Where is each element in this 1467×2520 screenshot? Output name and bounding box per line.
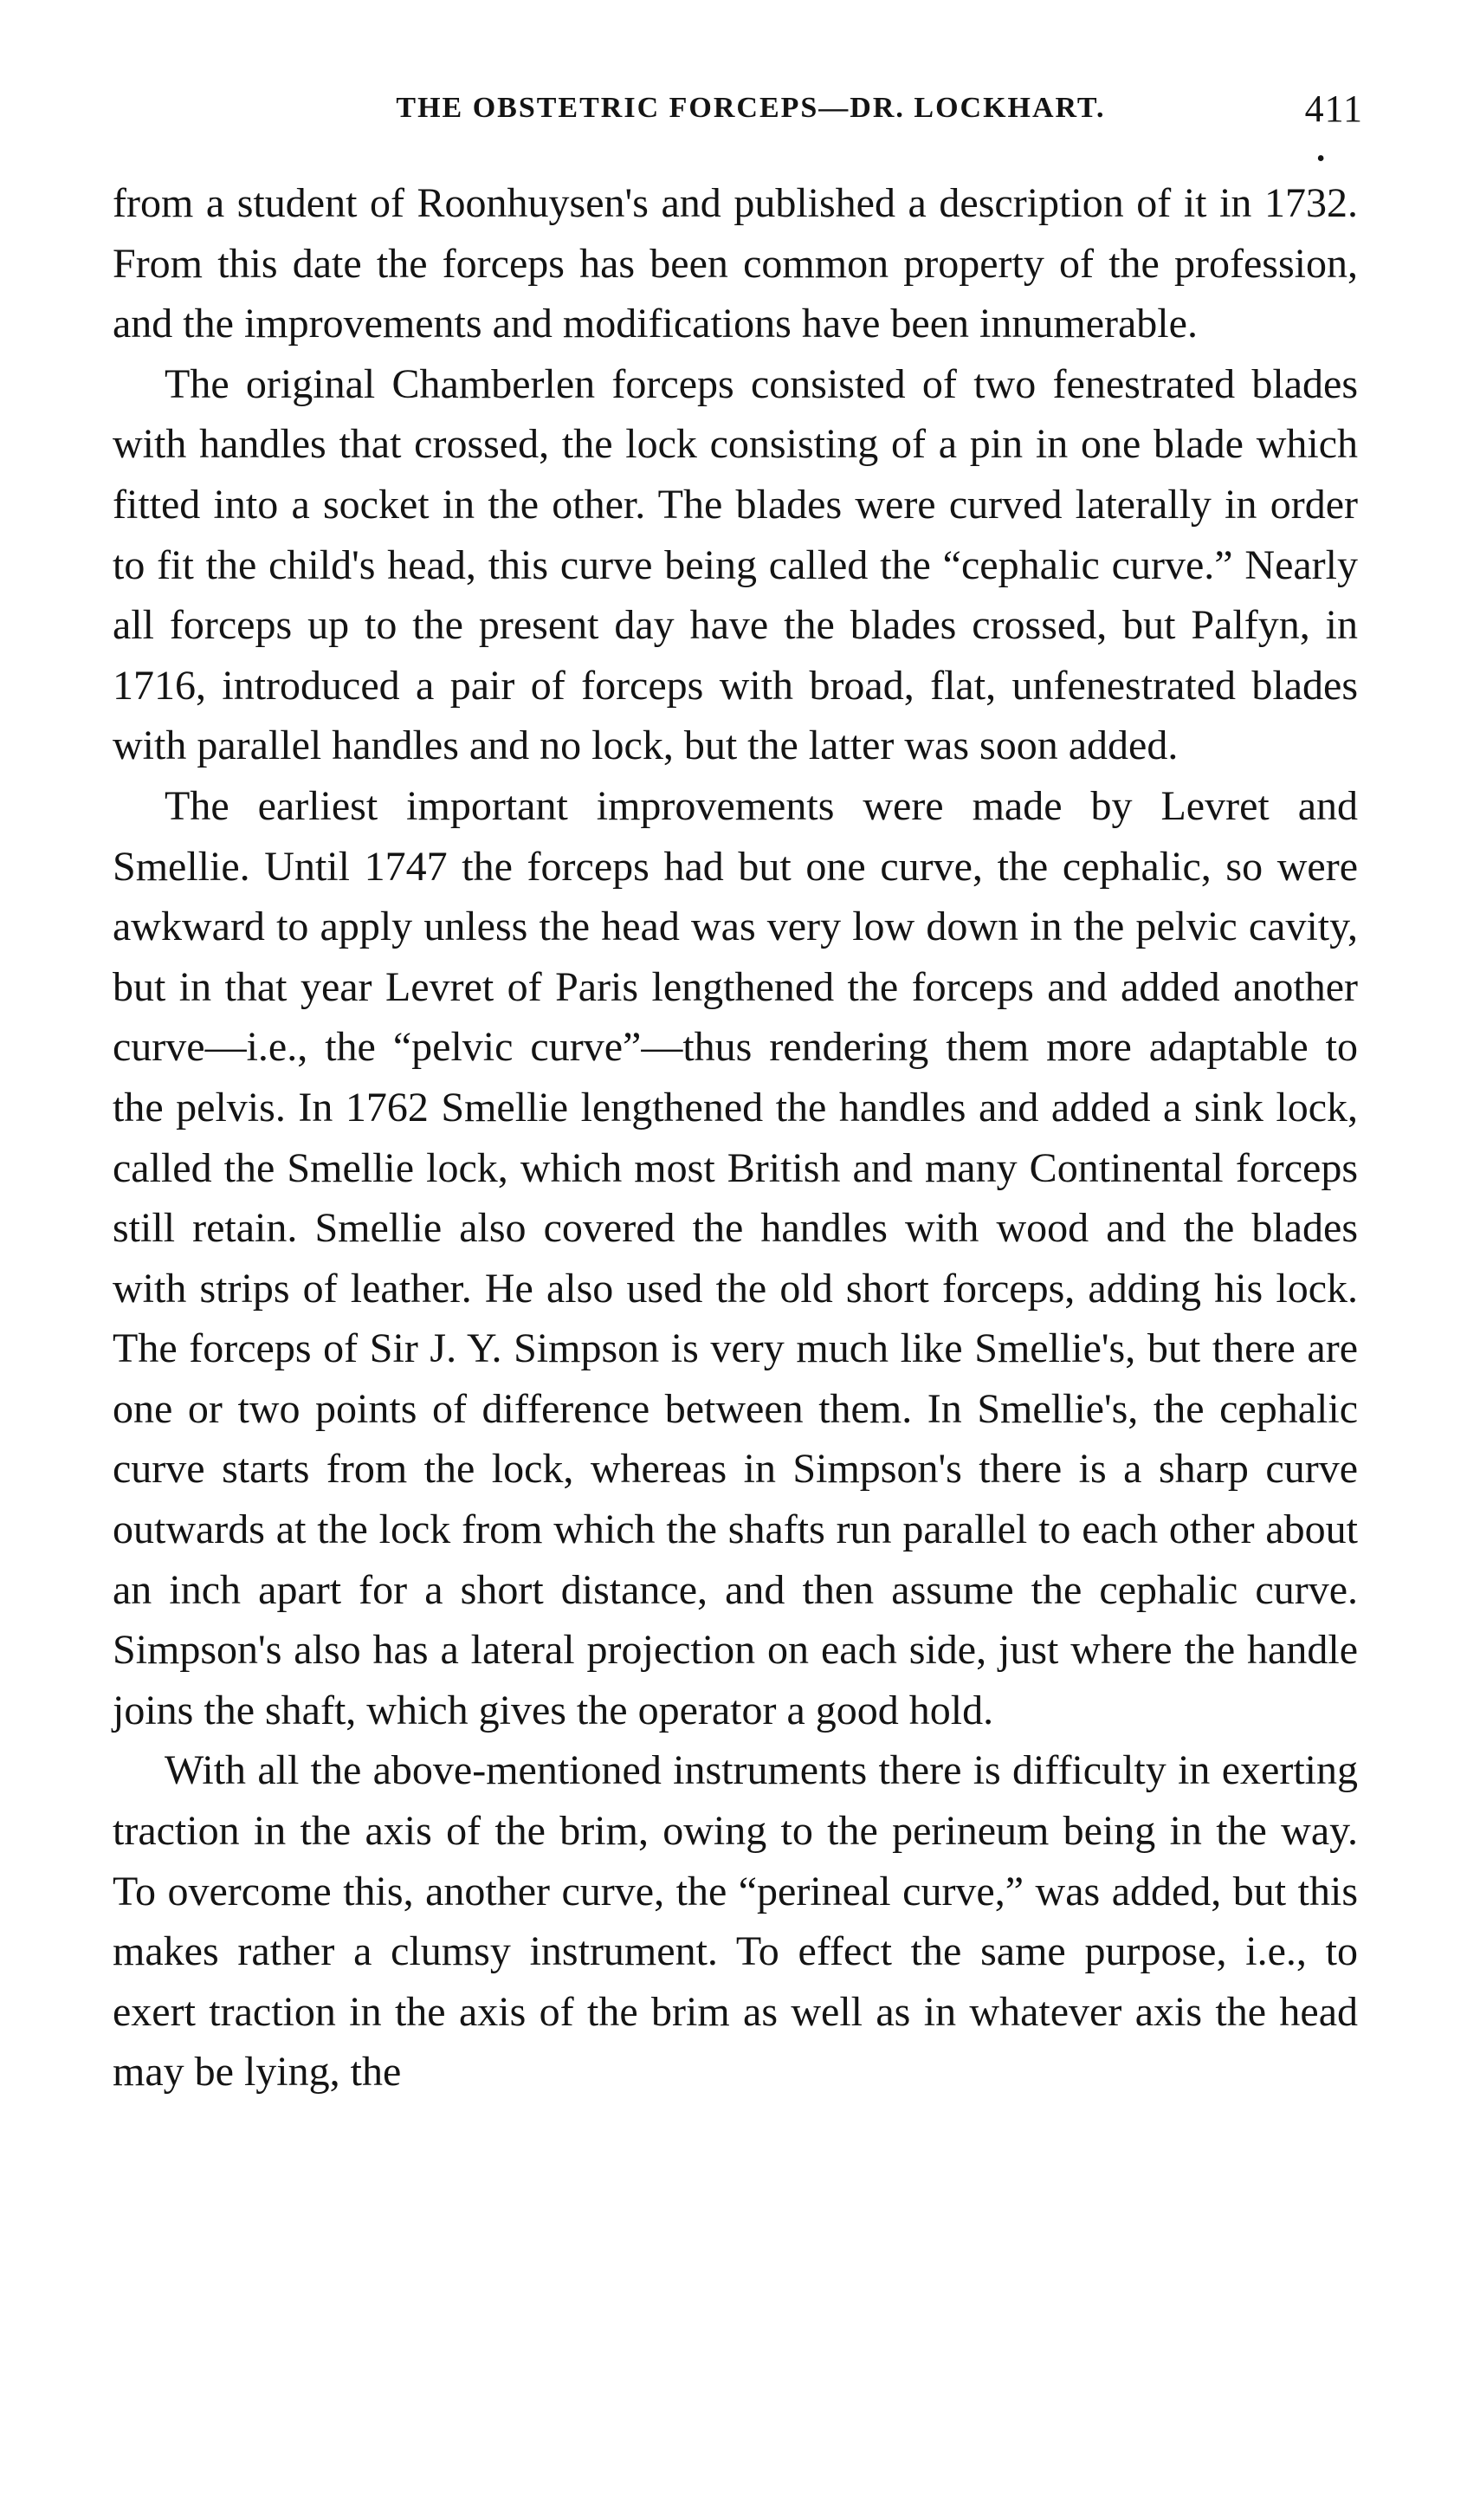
paragraph-1: from a student of Roonhuysen's and published a description of it in 1732. From this date the forceps has been common property of the profession, and the improvements and modifications have been innumerable. xyxy=(113,180,1358,347)
paragraph-2: The original Chamberlen forceps consisted of two fenestrated blades with handles that crossed, the lock consisting of a pin in one blade which fitted into a socket in the other. The blades were curved laterally in order to fit the child's head, this curve being called the “cephalic curve.” Nearly all forceps up to the present day have the blades crossed, but Palfyn, in 1716, introduced a pair of forceps with broad, flat, unfenestrated blades with parallel handles and no lock, but the latter was soon added. xyxy=(113,360,1358,769)
running-title: THE OBSTETRIC FORCEPS—DR. LOCKHART. xyxy=(396,92,1106,124)
paragraph-3: The earliest important improvements were made by Levret and Smellie. Until 1747 the forceps had but one curve, the cephalic, so were awkward to apply unless the head was very low down in the pelvic cavity, but in that year Levret of Paris lengthened the forceps and added another curve—i.e., the “pelvic curve”—thus rendering them more adaptable to the pelvis. In 1762 Smellie lengthened the handles and added a sink lock, called the Smellie lock, which most British and many Continental forceps still retain. Smellie also covered the handles with wood and the blades with strips of leather. He also used the old short forceps, adding his lock. The forceps of Sir J. Y. Simpson is very much like Smellie's, but there are one or two points of difference between them. In Smellie's, the cephalic curve starts from the lock, whereas in Simpson's there is a sharp curve outwards at the lock from which the shafts run parallel to each other about an inch apart for a short distance, and then assume the cephalic curve. Simpson's also has a lateral projection on each side, just where the handle joins the shaft, which gives the operator a good hold. xyxy=(113,782,1358,1733)
body-text xyxy=(113,173,1358,2102)
page-mark: • xyxy=(1316,146,1325,172)
running-head xyxy=(113,87,1363,172)
page-number: 411 xyxy=(1304,87,1363,130)
paragraph-4: With all the above-mentioned instruments there is difficulty in exerting traction in the axis of the brim, owing to the perineum being in the way. To overcome this, another curve, the “perineal curve,” was added, but this makes rather a clumsy instrument. To effect the same purpose, i.e., to exert traction in the axis of the brim as well as in whatever axis the head may be lying, the xyxy=(113,1747,1358,2096)
